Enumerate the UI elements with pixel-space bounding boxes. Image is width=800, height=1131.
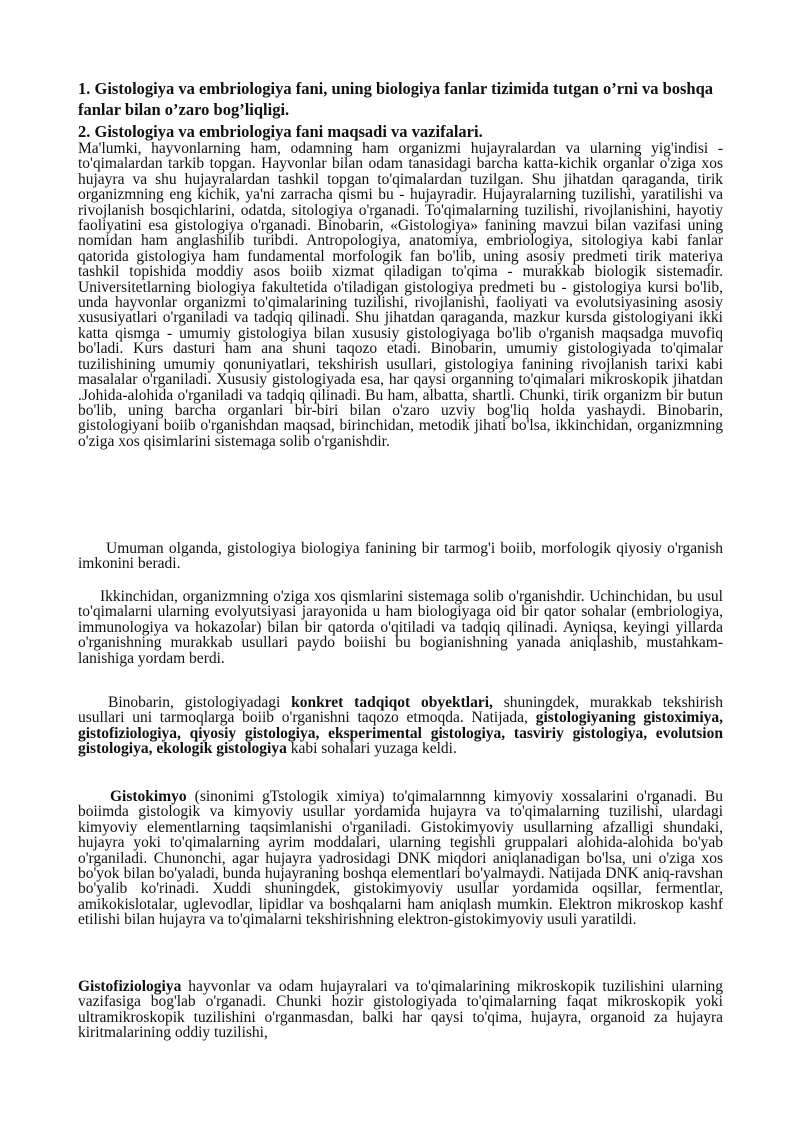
- paragraph-branches-text-2: shuningdek, murakkab tekshirish usullari uni tarmoqlarga boiib o'rganishni taqozo etmoqda. Natijada,: [78, 694, 723, 727]
- paragraph-branches-text-1: Binobarin, gistologiyadagi: [108, 694, 292, 711]
- heading-topic-2: 2. Gistologiya va embriologiya fani maqsadi va vazifalari.: [78, 122, 483, 141]
- paragraph-histophysiology: [78, 979, 723, 1041]
- paragraph-general: Umuman olganda, gistologiya biologiya fanining bir tarmog'i boiib, morfologik qiyosiy o'rganish imkonini beradi.: [78, 540, 723, 573]
- paragraph-branches: [78, 695, 723, 757]
- histophysiology-text: hayvonlar va odam hujayralari va to'qimalarining mikroskopik tuzilishini ularning vazifasiga bog'lab o'rganadi. Chunki hozir gistologiyada to'qimalarning faqat mikroskopik yoki ultramikroskopik tuzilishini o'rganmasdan, balki har qaysi to'qima, hujayra, organoid za hujayra kiritmalarining oddiy tuzilishi,: [78, 978, 723, 1042]
- histochemistry-text: (sinonimi gTstologik ximiya) to'qimalarnnng kimyoviy xossalarini o'rganadi. Bu boiimda gistologik va kimyoviy usullar yordamida hujayra va to'qimalarning tuzilishi, ulardagi kimyoviy elementlarning taqsimlanishi o'rganiladi. Gistokimyoviy usullarning afzalligi shundaki, hujayra yoki to'qimalarning ayrim moddalari, ularning tegishli gruppalari alohida-alohida bo'yab o'rganiladi. Chunonchi, agar hujayra yadrosidagi DNK miqdori aniqlanadigan bo'lsa, uni o'ziga xos bo'yok bilan bo'yaladi, bunda hujayraning boshqa elementlari bo'yalmaydi. Natijada DNK aniq-ravshan bo'yalib ko'rinadi. Xuddi shuningdek, gistokimyoviy usullar yordamida oqsillar, fermentlar, amikokislotalar, uglevodlar, lipidlar va boshqalarni ham aniqlash mumkin. Elektron mikroskop kashf etilishi bilan hujayra va to'qimalarni tekshirishning elektron-gistokimyoviy usuli yaratildi.: [78, 788, 723, 929]
- histochemistry-term: Gistokimyo: [110, 788, 187, 805]
- heading-topic-1: 1. Gistologiya va embriologiya fani, uning biologiya fanlar tizimida tutgan o’rni va boshqa fanlar bilan o’zaro bog’liqligi.: [78, 79, 714, 119]
- histophysiology-term: Gistofiziologiya: [78, 978, 182, 995]
- histology-branches-list: gistologiyaning gistoximiya, gistofiziologiya, qiyosiy gistologiya, eksperimental gistologiya, tasviriy gistologiya, evolutsion gistologiya, ekologik gistologiya: [78, 709, 724, 758]
- research-objects-term: konkret tadqiqot obyektlari,: [291, 694, 493, 711]
- paragraph-branches-text-3: kabi sohalari yuzaga keldi.: [286, 740, 457, 758]
- paragraph-intro: Ma'lumki, hayvonlarning ham, odamning ham organizmi hujayralardan va ularning yig'indisi - to'qimalardan tarkib topgan. Hayvonlar bilan odam tanasidagi barcha katta-kichik organlar o'ziga xos hujayra va shu hujayralardan tashkil topgan to'qimalardan tuzilgan. Shu jihatdan qaraganda, tirik organizmning eng kichik, ya'ni zarracha qismi bu - hujayradir. Hujayralarning tuzilishi, yaratilishi va rivojlanish bosqichlarini, odatda, sitologiya o'rganadi. To'qimalarning tuzilishi, rivojlanishini, hayotiy faoliyatini esa gistologiya o'rganadi. Binobarin, «Gistologiya» fanining mavzui bilan vazifasi uning nomidan ham anglashilib turibdi. Antropologiya, anatomiya, embriologiya, sitologiya kabi fanlar qatorida gistologiya ham fundamental morfologik fan bo'lib, uning asosiy predmeti tirik materiya tashkil topishida moddiy asos boiib xizmat qiladigan to'qima - murakkab biologik sistemadir. Universitetlarning biologiya fakultetida o'tiladigan gistologiya predmeti bu - gistologiya kursi bo'lib, unda hayvonlar organizmi to'qimalarining tuzilishi, rivojlanishi, faoliyati va evolutsiyasining asosiy xususiyatlari o'rganiladi va tadqiq qilinadi. Shu jihatdan qaraganda, mazkur kursda gistologiyani ikki katta qismga - umumiy gistologiya bilan xususiy gistologiyaga bo'lib o'rganish maqsadga muvofiq bo'ladi. Kurs dasturi ham ana shuni taqozo etadi. Binobarin, umumiy gistologiyada to'qimalar tuzilishining umumiy qonuniyatlari, tekshirish usullari, gistologiya fanining rivojlanish tarixi kabi masalalar o'rganiladi. Xususiy gistologiyada esa, har qaysi organning to'qimalari mikroskopik jihatdan .Johida-alohida o'rganiladi va tadqiq qilinadi. Bu ham, albatta, shartli. Chunki, tirik organizm bir butun bo'lib, uning barcha organlari bir-biri bilan o'zaro uzviy bog'liq holda yashaydi. Binobarin, gistologiyani boiib o'rganishdan maqsad, birinchidan, metodik jihati bo'lsa, ikkinchidan, organizmning o'ziga xos qisimlarini sistemaga solib o'rganishdir.: [78, 140, 723, 450]
- paragraph-histochemistry: [78, 789, 723, 928]
- paragraph-second: Ikkinchidan, organizmning o'ziga xos qismlarini sistemaga solib o'rganishdir. Uchinchidan, bu usul to'qimalarni ularning evolyutsiyasi jarayonida u ham biologiyaga oid bir qator sohalar (embriologiya, immunologiya va hokazolar) bilan bir qatorda o'qitiladi va tadqiq qilinadi. Ayniqsa, keyingi yillarda o'rganishning murakkab usullari paydo boiishi bu bogianishning yanada aniqlashib, mustahkam-lanishiga yordam berdi.: [78, 588, 723, 667]
